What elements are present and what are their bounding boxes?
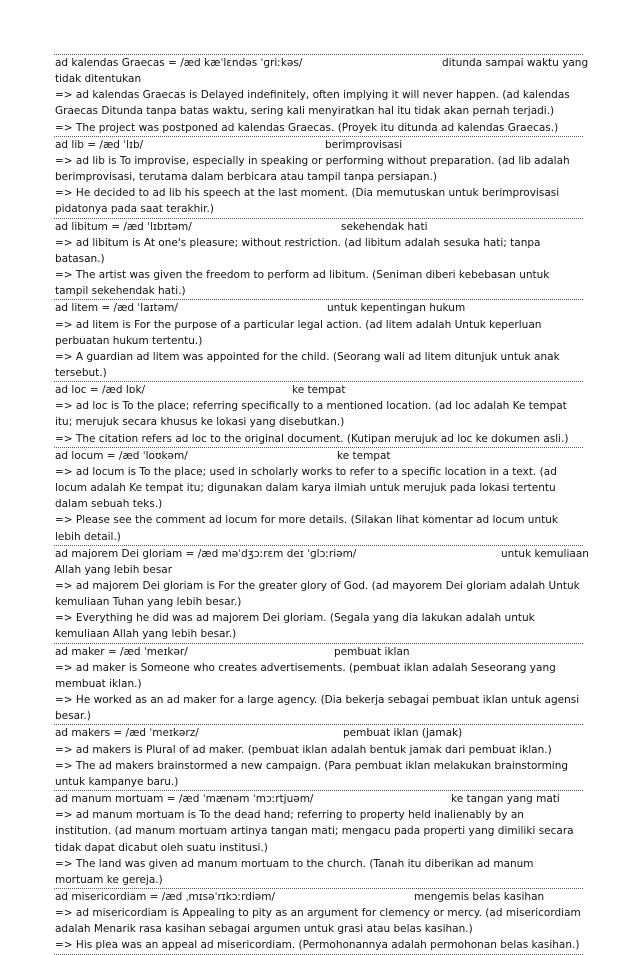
entry-term: ad manum mortuam = /æd ˈmænəm ˈmɔːrtjuəm/ bbox=[55, 793, 314, 806]
entry-definition: => ad majorem Dei gloriam is For the greater glory of God. (ad mayorem Dei gloriam adalah Untuk kemuliaan Tuhan yang lebih besar.) bbox=[55, 580, 580, 609]
entry-meaning: pembuat iklan (jamak) bbox=[343, 727, 463, 740]
entry-heading bbox=[55, 791, 582, 807]
entry-heading bbox=[55, 137, 582, 153]
entry-meaning: ke tempat bbox=[337, 449, 391, 462]
entry-example: => The land was given ad manum mortuam to the church. (Tanah itu diberikan ad manum mortuam ke gereja.) bbox=[55, 857, 534, 886]
entry-example: => Please see the comment ad locum for more details. (Silakan lihat komentar ad locum untuk lebih detail.) bbox=[55, 514, 558, 543]
entry-example: => His plea was an appeal ad misericordiam. (Permohonannya adalah permohonan belas kasihan.) bbox=[55, 939, 580, 952]
entry-meaning: mengemis belas kasihan bbox=[414, 890, 545, 903]
entry-meaning: sekehendak hati bbox=[341, 220, 428, 233]
glossary-entry bbox=[54, 218, 583, 301]
entry-term: ad loc = /æd lɒk/ bbox=[55, 384, 146, 397]
entry-example: => A guardian ad litem was appointed for the child. (Seorang wali ad litem ditunjuk untuk anak tersebut.) bbox=[55, 350, 560, 379]
entry-meaning: ke tangan yang mati bbox=[451, 793, 560, 806]
entry-definition: => ad libitum is At one's pleasure; without restriction. (ad libitum adalah sesuka hati; tanpa batasan.) bbox=[55, 236, 541, 265]
entry-meaning: untuk kepentingan hukum bbox=[327, 302, 466, 315]
glossary-entry bbox=[54, 54, 589, 137]
entry-heading bbox=[55, 644, 582, 660]
glossary-entry bbox=[54, 136, 583, 219]
entry-definition: => ad kalendas Graecas is Delayed indefinitely, often implying it will never happen. (ad kalendas Graecas Ditunda tanpa batas waktu, sering kali menyiratkan hal itu tidak akan pernah terjadi.) bbox=[55, 89, 570, 118]
entry-term: ad majorem Dei gloriam = /æd məˈdʒɔːrɛm deɪ ˈɡlɔːriəm/ bbox=[55, 547, 357, 560]
entry-term: ad lib = /æd ˈlɪb/ bbox=[55, 138, 144, 151]
entry-meaning: untuk kemuliaan bbox=[501, 547, 589, 560]
entry-term: ad makers = /æd ˈmeɪkərz/ bbox=[55, 727, 199, 740]
entry-meaning: ditunda sampai waktu yang bbox=[442, 57, 589, 69]
entry-definition: => ad lib is To improvise, especially in speaking or performing without preparation. (ad lib adalah berimprovisasi, terutama dalam berbicara atau tampil tanpa persiapan.) bbox=[55, 154, 570, 184]
entry-example: => The ad makers brainstormed a new campaign. (Para pembuat iklan melakukan brainstorming untuk kampanye baru.) bbox=[55, 759, 569, 788]
entry-definition: => ad makers is Plural of ad maker. (pembuat iklan adalah bentuk jamak dari pembuat iklan.) bbox=[55, 743, 552, 756]
entry-heading bbox=[55, 546, 589, 562]
entry-heading bbox=[55, 448, 582, 464]
glossary-entry bbox=[54, 724, 583, 791]
entry-definition: => ad locum is To the place; used in scholarly works to refer to a specific location in a text. (ad locum adalah Ke tempat itu; digunakan dalam karya ilmiah untuk merujuk pada lokasi tertentu dalam sebuah teks.) bbox=[55, 465, 557, 511]
glossary-entry bbox=[54, 545, 589, 644]
entry-heading bbox=[55, 300, 582, 316]
glossary-entry bbox=[54, 447, 583, 546]
entry-term: ad litem = /æd ˈlaɪtəm/ bbox=[55, 302, 178, 315]
entry-heading bbox=[55, 219, 582, 235]
entry-meaning: berimprovisasi bbox=[325, 138, 403, 151]
entry-term: ad locum = /æd ˈloʊkəm/ bbox=[55, 449, 188, 462]
entry-example: => Everything he did was ad majorem Dei gloriam. (Segala yang dia lakukan adalah untuk kemuliaan Allah yang lebih besar.) bbox=[55, 612, 535, 641]
glossary-entry bbox=[54, 643, 583, 726]
entry-example: => The citation refers ad loc to the original document. (Kutipan merujuk ad loc ke dokumen asli.) bbox=[55, 432, 569, 445]
entry-meaning: pembuat iklan bbox=[334, 645, 410, 658]
entry-heading bbox=[55, 725, 582, 741]
glossary-entry bbox=[54, 888, 583, 955]
entry-definition: => ad misericordiam is Appealing to pity as an argument for clemency or mercy. (ad misericordiam adalah Menarik rasa kasihan sebagai argumen untuk grasi atau belas kasihan.) bbox=[55, 907, 581, 936]
entry-heading bbox=[55, 382, 582, 398]
entry-term: ad libitum = /æd ˈlɪbɪtəm/ bbox=[55, 220, 192, 233]
entry-heading bbox=[55, 55, 589, 71]
entry-definition: => ad loc is To the place; referring specifically to a mentioned location. (ad loc adalah Ke tempat itu; merujuk secara khusus ke lokasi yang disebutkan.) bbox=[55, 400, 567, 429]
entry-term: ad kalendas Graecas = /æd kæˈlɛndəs ˈɡriːkəs/ bbox=[55, 57, 303, 69]
entry-meaning: ke tempat bbox=[292, 384, 346, 397]
glossary-entry bbox=[54, 790, 583, 889]
entry-example: => The project was postponed ad kalendas Graecas. (Proyek itu ditunda ad kalendas Graecas.) bbox=[55, 121, 559, 134]
entry-term: ad maker = /æd ˈmeɪkər/ bbox=[55, 645, 188, 658]
entry-definition: => ad maker is Someone who creates advertisements. (pembuat iklan adalah Seseorang yang membuat iklan.) bbox=[55, 661, 556, 690]
glossary-entry bbox=[54, 299, 583, 382]
entry-example: => He worked as an ad maker for a large agency. (Dia bekerja sebagai pembuat iklan untuk agensi besar.) bbox=[55, 694, 580, 723]
entry-example: => The artist was given the freedom to perform ad libitum. (Seniman diberi kebebasan untuk tampil sekehendak hati.) bbox=[55, 269, 550, 298]
glossary-entry bbox=[54, 381, 583, 448]
entry-meaning-continuation: tidak ditentukan bbox=[55, 73, 142, 86]
entry-example: => He decided to ad lib his speech at the last moment. (Dia memutuskan untuk berimprovisasi pidatonya pada saat terakhir.) bbox=[55, 187, 560, 216]
glossary-sheet bbox=[54, 55, 589, 955]
entry-definition: => ad manum mortuam is To the dead hand; referring to property held inalienably by an institution. (ad manum mortuam artinya tangan mati; mengacu pada properti yang dimiliki secara tidak dapat dicabut oleh suatu institusi.) bbox=[55, 809, 574, 854]
entry-meaning-continuation: Allah yang lebih besar bbox=[55, 563, 173, 576]
entry-definition: => ad litem is For the purpose of a particular legal action. (ad litem adalah Untuk keperluan perbuatan hukum tertentu.) bbox=[55, 318, 542, 347]
entry-term: ad misericordiam = /æd ˌmɪsəˈrɪkɔːrdiəm/ bbox=[55, 890, 276, 903]
